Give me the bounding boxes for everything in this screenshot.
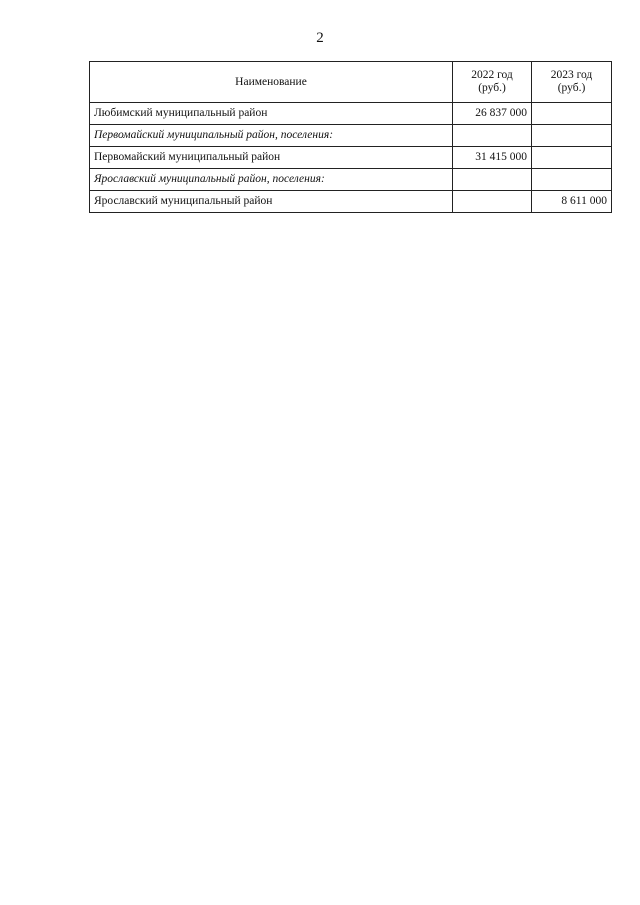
table-row — [90, 125, 612, 147]
header-name: Наименование — [90, 62, 453, 103]
row-value-2022: 26 837 000 — [453, 103, 532, 125]
row-name: Ярославский муниципальный район, поселения: — [90, 169, 453, 191]
header-2022 — [453, 62, 532, 103]
row-name: Ярославский муниципальный район — [90, 191, 453, 213]
budget-table — [89, 61, 612, 213]
row-name: Любимский муниципальный район — [90, 103, 453, 125]
row-value-2023 — [532, 103, 612, 125]
table-header-row — [90, 62, 612, 103]
header-2022-year: 2022 год — [471, 69, 513, 81]
header-2022-unit: (руб.) — [478, 82, 506, 94]
table-row — [90, 169, 612, 191]
row-name: Первомайский муниципальный район, поселения: — [90, 125, 453, 147]
page-number: 2 — [316, 30, 324, 46]
row-value-2023: 8 611 000 — [532, 191, 612, 213]
table-row — [90, 191, 612, 213]
row-value-2022: 31 415 000 — [453, 147, 532, 169]
header-2023-year: 2023 год — [550, 69, 593, 81]
header-2023-unit: (руб.) — [557, 82, 586, 94]
row-value-2022 — [453, 191, 532, 213]
row-value-2023 — [532, 169, 612, 191]
row-value-2022 — [453, 125, 532, 147]
row-value-2023 — [532, 147, 612, 169]
table-row — [90, 147, 612, 169]
row-value-2023 — [532, 125, 612, 147]
row-value-2022 — [453, 169, 532, 191]
table-row — [90, 103, 612, 125]
header-2023 — [532, 62, 612, 103]
row-name: Первомайский муниципальный район — [90, 147, 453, 169]
